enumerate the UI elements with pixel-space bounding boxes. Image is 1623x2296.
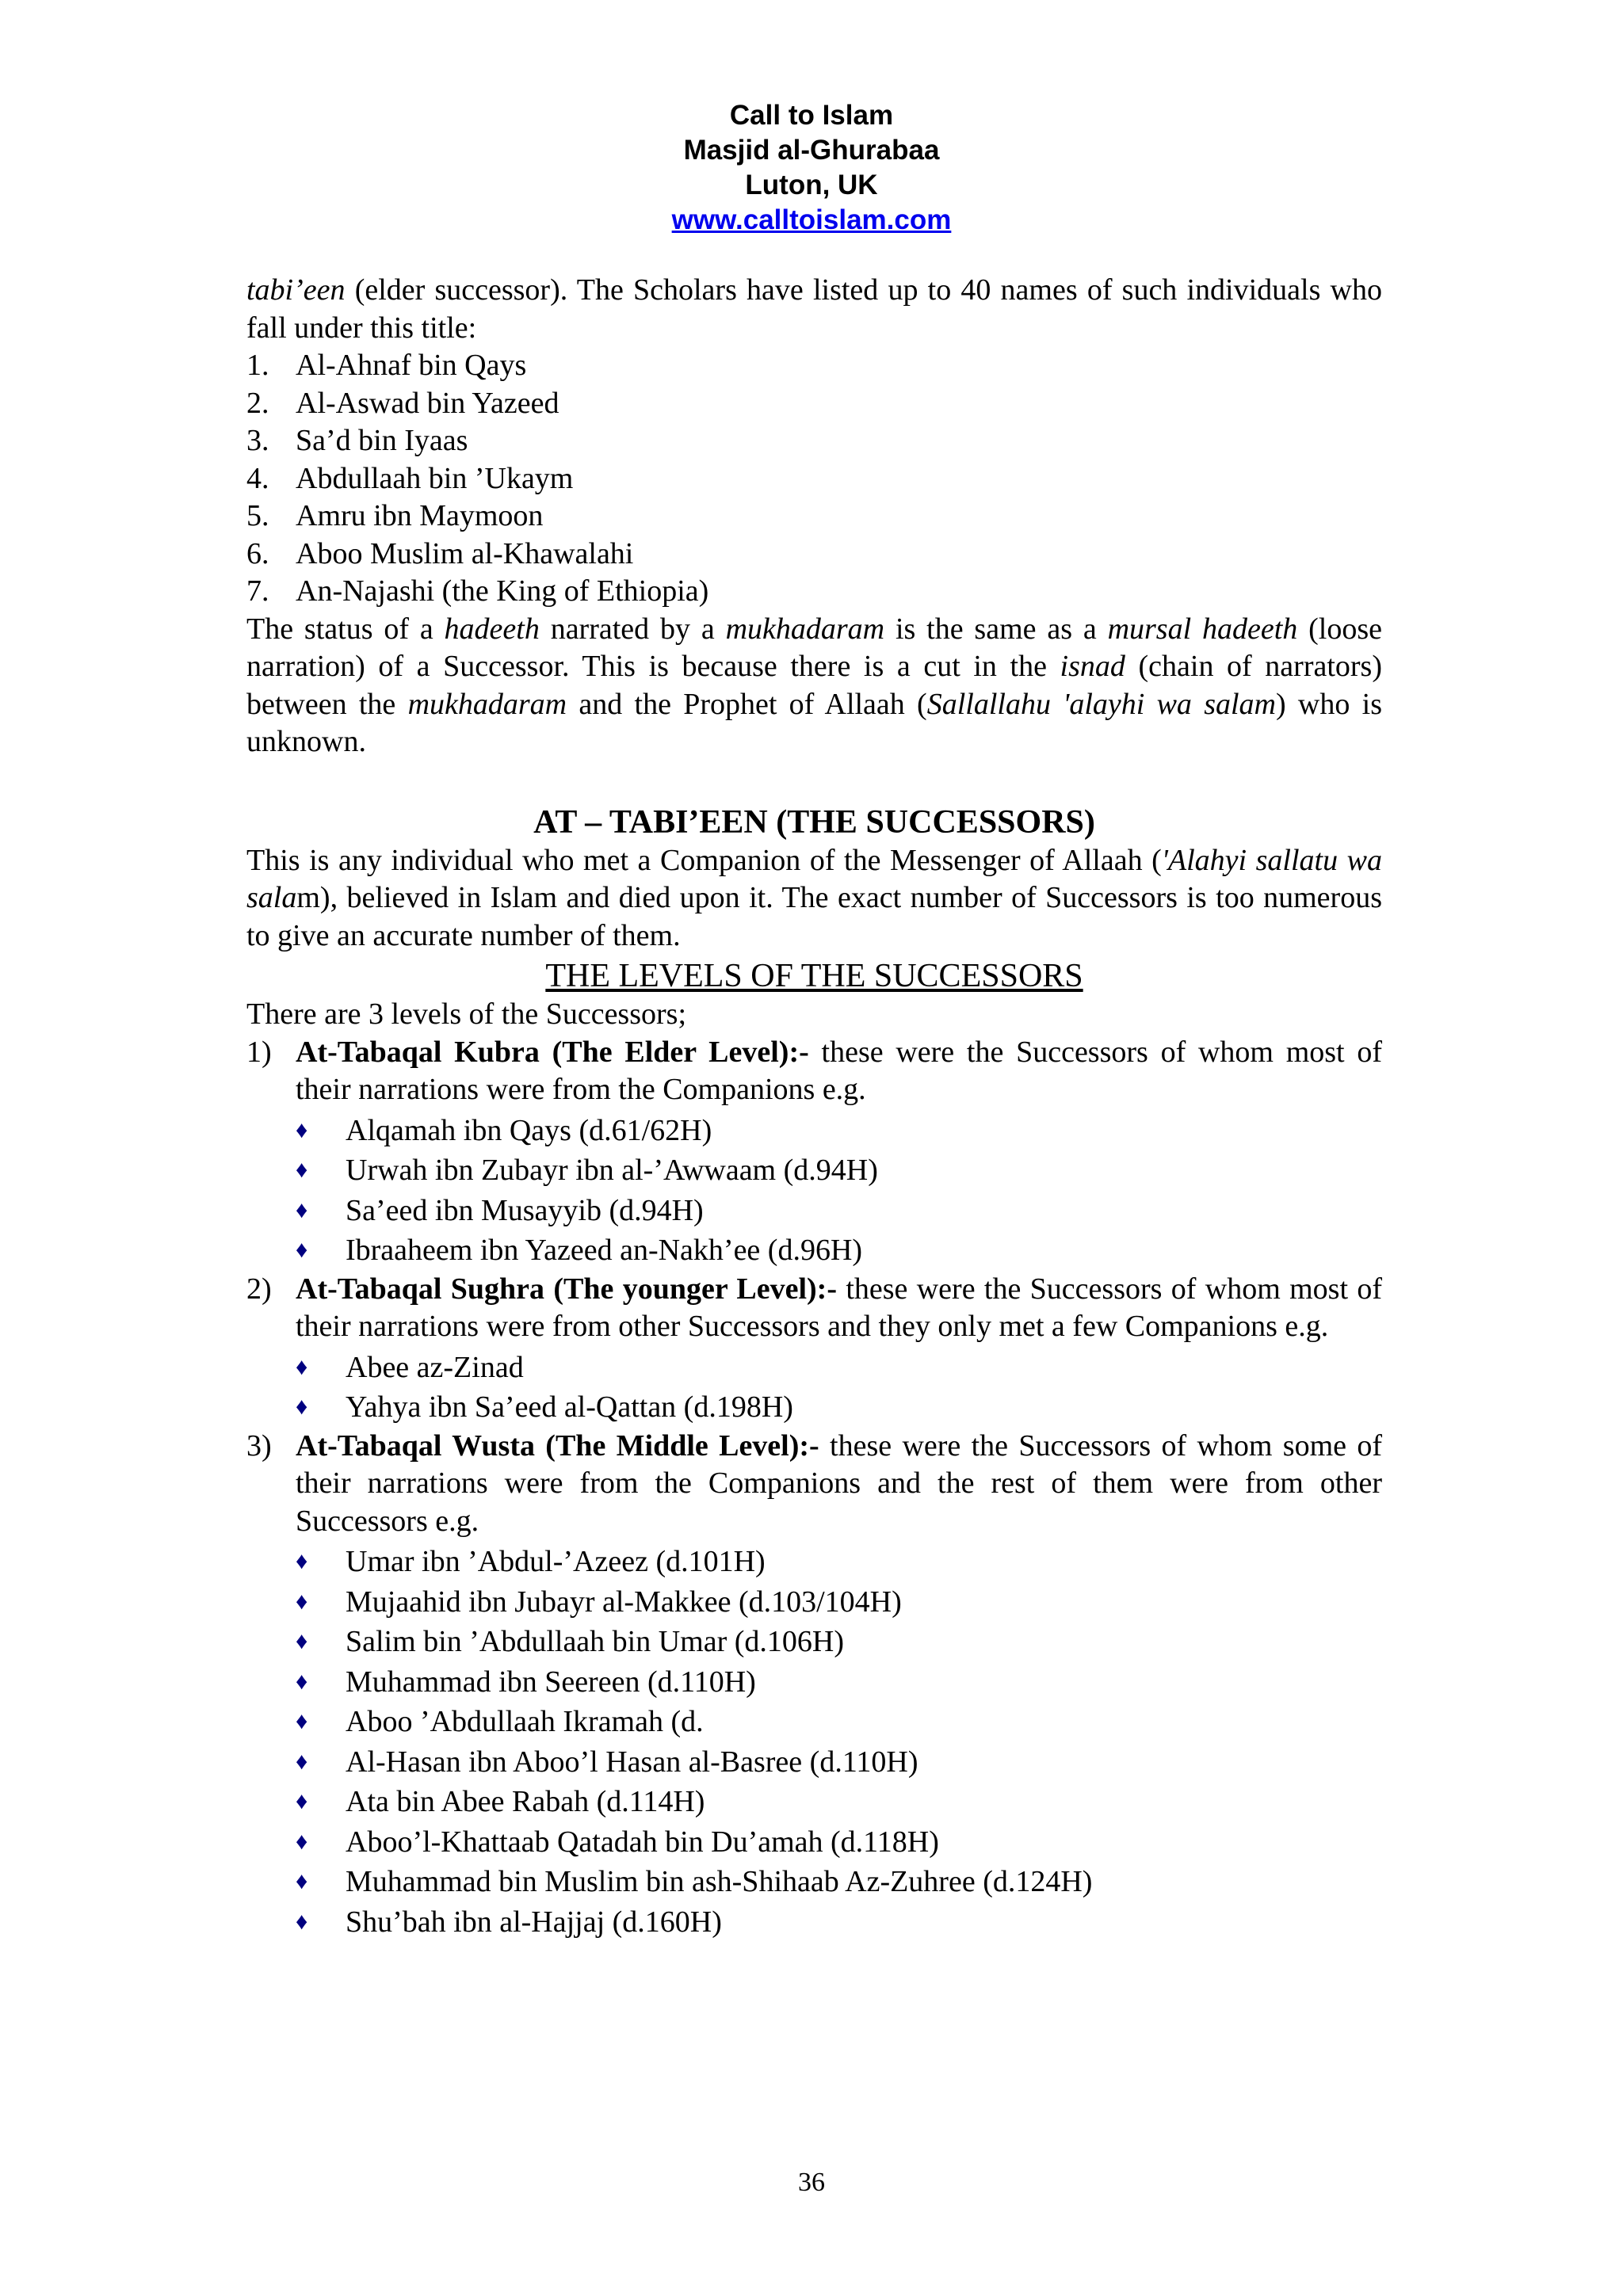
level-number: 2) [246,1272,272,1306]
level-desc: these were the Successors of whom most of their narrations were from the Companions e.g. [296,1035,1383,1106]
list-text: Abdullaah bin ’Ukaym [296,461,574,495]
definition-paragraph [246,842,1382,955]
list-item [246,347,1382,385]
bullet-text: Yahya ibn Sa’eed al-Qattan (d.198H) [346,1390,793,1424]
header-title: Call to Islam [729,100,894,131]
list-item [246,498,1382,536]
level-number: 1) [246,1035,272,1069]
list-text: Al-Ahnaf bin Qays [296,349,527,382]
bullet-text: Alqamah ibn Qays (d.61/62H) [346,1113,712,1147]
level-item [246,1034,1382,1109]
diamond-bullet-icon: ♦ [296,1394,308,1420]
list-number: 7. [246,574,269,608]
diamond-bullet-icon: ♦ [296,1908,308,1935]
bullet-text: Ibraaheem ibn Yazeed an-Nakh’ee (d.96H) [346,1234,863,1267]
mukhadaram-list [246,347,1382,611]
bullet-text: Sa’eed ibn Musayyib (d.94H) [346,1193,704,1227]
list-item [246,422,1382,460]
level-number: 3) [246,1428,272,1463]
list-number: 5. [246,499,269,532]
level-title: At-Tabaqal Wusta (The Middle Level):- [296,1428,819,1463]
page-header [0,98,1623,238]
bullet-item [296,1387,1382,1428]
list-text: Aboo Muslim al-Khawalahi [296,536,634,570]
italic-term: Sallallahu 'alayhi wa salam [926,687,1276,721]
bullet-item [296,1542,1382,1582]
bullet-text: Aboo ’Abdullaah Ikramah (d. [346,1705,704,1738]
list-item [246,573,1382,611]
italic-term: mukhadaram [725,612,885,646]
bullet-item [296,1348,1382,1388]
level-body [296,1428,1382,1541]
levels-intro: There are 3 levels of the Successors; [246,997,687,1031]
bullet-item [296,1902,1382,1943]
header-url-link[interactable]: www.calltoislam.com [671,204,952,235]
diamond-bullet-icon: ♦ [296,1708,308,1734]
list-number: 3. [246,424,269,457]
level-bullets [246,1348,1382,1428]
level-bullets [246,1542,1382,1942]
level-desc: these were the Successors of whom some of their narrations were from the Companions and the rest of them were from other Successors e.g. [296,1428,1382,1538]
bullet-item [296,1191,1382,1231]
list-text: Amru ibn Maymoon [296,499,544,532]
bullet-text: Muhammad bin Muslim bin ash-Shihaab Az-Zuhree (d.124H) [346,1865,1093,1898]
diamond-bullet-icon: ♦ [296,1868,308,1894]
bullet-item [296,1230,1382,1271]
level-desc: these were the Successors of whom most of their narrations were from other Successors and they only met a few Companions e.g. [296,1272,1382,1343]
bullet-item [296,1782,1382,1822]
text-run: narrated by a [539,612,726,646]
level-item [246,1271,1382,1346]
list-item [246,536,1382,574]
bullet-text: Shu’bah ibn al-Hajjaj (d.160H) [346,1905,722,1939]
diamond-bullet-icon: ♦ [296,1588,308,1615]
list-item [246,460,1382,498]
italic-term: mukhadaram [407,687,567,721]
bullet-text: Umar ibn ’Abdul-’Azeez (d.101H) [346,1545,766,1578]
list-number: 1. [246,349,269,382]
list-number: 2. [246,386,269,420]
diamond-bullet-icon: ♦ [296,1196,308,1223]
bullet-item [296,1582,1382,1623]
diamond-bullet-icon: ♦ [296,1748,308,1775]
bullet-text: Aboo’l-Khattaab Qatadah bin Du’amah (d.118H) [346,1825,939,1859]
page-content [246,272,1382,1942]
bullet-item [296,1862,1382,1902]
list-number: 6. [246,536,269,570]
diamond-bullet-icon: ♦ [296,1628,308,1654]
diamond-bullet-icon: ♦ [296,1828,308,1855]
intro-term: tabi’een [246,273,346,307]
diamond-bullet-icon: ♦ [296,1353,308,1380]
level-body [296,1271,1382,1346]
status-paragraph [246,611,1382,761]
text-run: ) who is unknown. [246,687,1382,758]
intro-paragraph [246,272,1382,347]
bullet-item [296,1111,1382,1151]
bullet-item [296,1622,1382,1662]
text-run: (loose narration) of a Successor. This is because there is a cut in the [246,612,1382,683]
bullet-item [296,1822,1382,1863]
text-run: (chain of narrators) between the [246,650,1383,721]
page-number: 36 [798,2168,825,2197]
diamond-bullet-icon: ♦ [296,1548,308,1574]
list-text: Al-Aswad bin Yazeed [296,386,559,420]
intro-text: (elder successor). The Scholars have listed up to 40 names of such individuals who fall under this title: [246,273,1382,345]
diamond-bullet-icon: ♦ [296,1788,308,1814]
list-text: An-Najashi (the King of Ethiopia) [296,574,709,608]
italic-term: hadeeth [444,612,540,646]
bullet-text: Abee az-Zinad [346,1350,524,1384]
bullet-text: Ata bin Abee Rabah (d.114H) [346,1785,705,1818]
bullet-text: Urwah ibn Zubayr ibn al-’Awwaam (d.94H) [346,1154,878,1187]
bullet-text: Al-Hasan ibn Aboo’l Hasan al-Basree (d.110H) [346,1745,918,1779]
list-text: Sa’d bin Iyaas [296,424,468,457]
header-masjid: Masjid al-Ghurabaa [683,135,940,166]
bullet-item [296,1742,1382,1783]
text-run: The status of a [246,612,445,646]
diamond-bullet-icon: ♦ [296,1237,308,1263]
text-run: m), believed in Islam and died upon it. The exact number of Successors is too numerous to give an accurate number of them. [246,881,1382,952]
level-title: At-Tabaqal Sughra (The younger Level):- [296,1272,837,1306]
text-run: is the same as a [884,612,1108,646]
bullet-item [296,1662,1382,1703]
bullet-text: Muhammad ibn Seereen (d.110H) [346,1665,756,1699]
bullet-item [296,1150,1382,1191]
bullet-text: Mujaahid ibn Jubayr al-Makkee (d.103/104H) [346,1585,902,1619]
section-heading: AT – TABI’EEN (THE SUCCESSORS) [533,803,1095,841]
italic-term: isnad [1060,650,1125,683]
diamond-bullet-icon: ♦ [296,1668,308,1695]
level-title: At-Tabaqal Kubra (The Elder Level):- [296,1035,809,1069]
bullet-item [296,1702,1382,1742]
level-body [296,1034,1382,1109]
level-item [246,1428,1382,1541]
diamond-bullet-icon: ♦ [296,1116,308,1143]
list-number: 4. [246,461,269,495]
text-run: and the Prophet of Allaah ( [567,687,927,721]
levels-heading: THE LEVELS OF THE SUCCESSORS [545,958,1083,994]
list-item [246,385,1382,423]
italic-term: 'Alahyi sallatu wa sala [246,843,1382,914]
italic-term: mursal hadeeth [1107,612,1298,646]
bullet-text: Salim bin ’Abdullaah bin Umar (d.106H) [346,1625,845,1658]
text-run: This is any individual who met a Companion of the Messenger of Allaah ( [246,843,1162,877]
level-bullets [246,1111,1382,1271]
header-location: Luton, UK [745,170,878,200]
diamond-bullet-icon: ♦ [296,1157,308,1183]
